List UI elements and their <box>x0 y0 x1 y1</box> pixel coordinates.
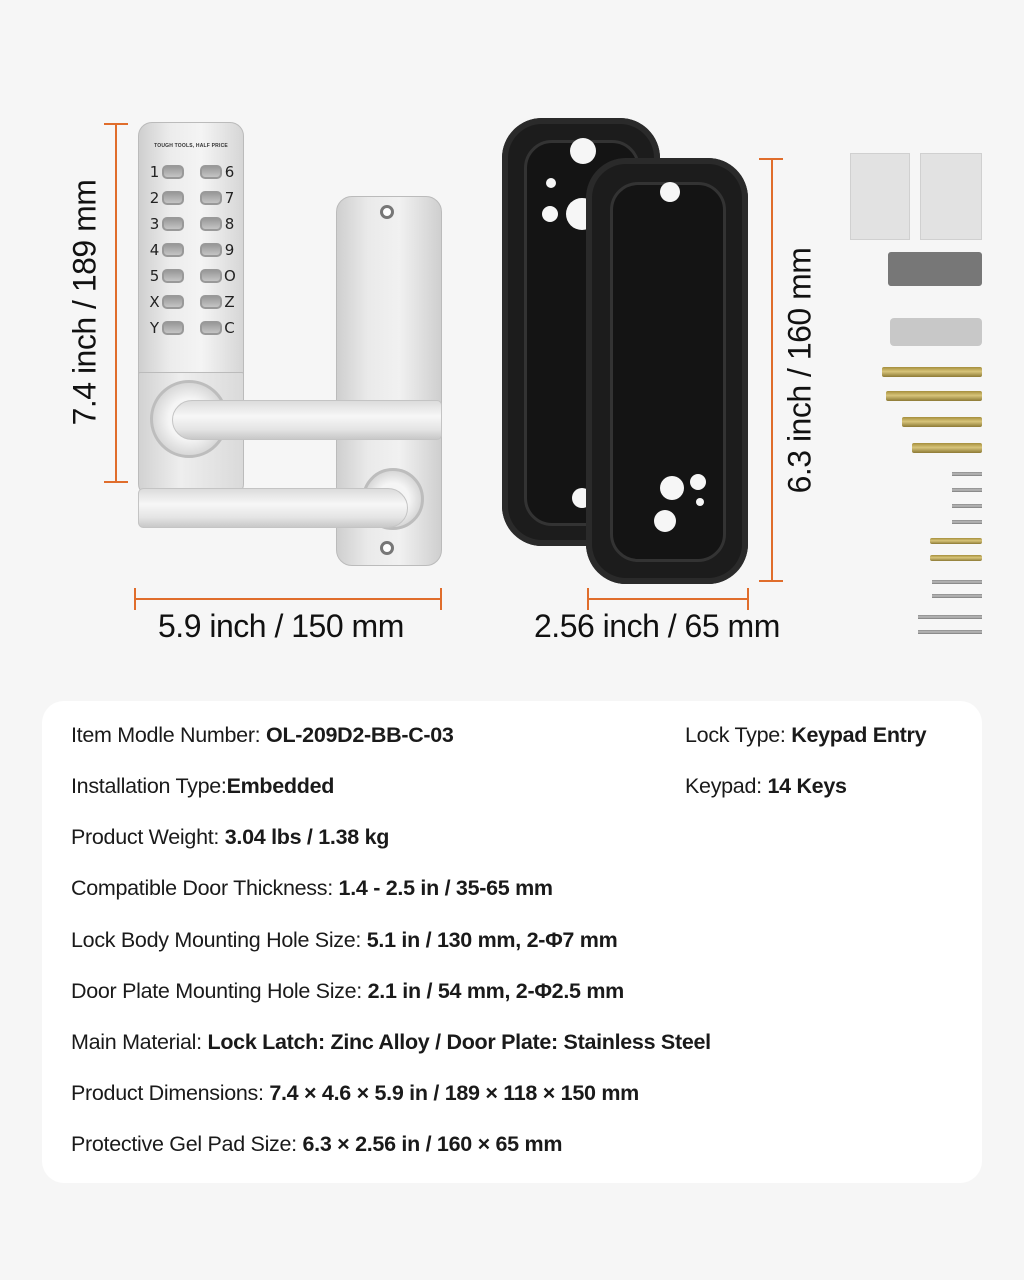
key-button-4[interactable] <box>162 243 184 257</box>
spec-product-dimensions: Product Dimensions: 7.4 × 4.6 × 5.9 in / 189 × 118 × 150 mm <box>71 1081 639 1105</box>
key-button-y[interactable] <box>162 321 184 335</box>
wood-screw <box>952 520 982 524</box>
key-label: Z <box>224 293 235 311</box>
lock-width-dimension-line <box>135 598 441 600</box>
key-row-2 <box>149 189 235 207</box>
strike-plate <box>888 252 982 286</box>
lock-height-cap-bottom <box>104 481 128 483</box>
spec-lock-body-hole: Lock Body Mounting Hole Size: 5.1 in / 130 mm, 2-Φ7 mm <box>71 928 618 952</box>
manual-diagram-sheet <box>850 153 910 240</box>
lock-width-label: 5.9 inch / 150 mm <box>158 608 404 644</box>
keypad-brand-text: TOUGH TOOLS, HALF PRICE <box>154 143 228 149</box>
lock-height-label: 7.4 inch / 189 mm <box>66 179 103 426</box>
key-label: 7 <box>224 189 235 207</box>
key-label: X <box>149 293 160 311</box>
machine-screw <box>932 580 982 584</box>
spec-model-number: Item Modle Number: OL-209D2-BB-C-03 <box>71 723 454 747</box>
spec-door-plate-hole: Door Plate Mounting Hole Size: 2.1 in / 54 mm, 2-Φ2.5 mm <box>71 979 624 1003</box>
pad-width-label: 2.56 inch / 65 mm <box>534 608 780 644</box>
key-label: Y <box>149 319 160 337</box>
machine-screw <box>918 615 982 619</box>
machine-screw <box>932 594 982 598</box>
key-button-x[interactable] <box>162 295 184 309</box>
key-button-9[interactable] <box>200 243 222 257</box>
key-button-3[interactable] <box>162 217 184 231</box>
key-label: 9 <box>224 241 235 259</box>
pad-height-cap-bottom <box>759 580 783 582</box>
front-lever-handle <box>172 400 442 440</box>
key-label: O <box>224 267 236 285</box>
spec-product-weight: Product Weight: 3.04 lbs / 1.38 kg <box>71 825 390 849</box>
key-row-1 <box>149 163 235 181</box>
key-label: 2 <box>149 189 160 207</box>
key-row-5 <box>149 267 235 285</box>
pad-height-label: 6.3 inch / 160 mm <box>781 247 818 494</box>
back-lever-handle <box>138 488 408 528</box>
spec-keypad: Keypad: 14 Keys <box>685 774 847 798</box>
spindle-2 <box>902 417 982 427</box>
top-screw-hole <box>380 205 394 219</box>
key-button-6[interactable] <box>200 165 222 179</box>
key-label: 8 <box>224 215 235 233</box>
manual-text-sheet <box>920 153 982 240</box>
spec-door-thickness: Compatible Door Thickness: 1.4 - 2.5 in / 35-65 mm <box>71 876 553 900</box>
spec-gel-pad-size: Protective Gel Pad Size: 6.3 × 2.56 in / 160 × 65 mm <box>71 1132 563 1156</box>
pad-height-dimension-line <box>771 159 773 581</box>
key-label: 3 <box>149 215 160 233</box>
latch-box <box>890 318 982 346</box>
key-button-5[interactable] <box>162 269 184 283</box>
pad-width-dimension-line <box>588 598 748 600</box>
key-label: 5 <box>149 267 160 285</box>
pad-width-cap-right <box>747 588 749 610</box>
lock-width-cap-right <box>440 588 442 610</box>
key-button-z[interactable] <box>200 295 222 309</box>
gel-pad-front <box>586 158 748 584</box>
key-row-6 <box>149 293 235 311</box>
pad-height-cap-top <box>759 158 783 160</box>
key-button-0[interactable] <box>200 269 222 283</box>
spindle-3 <box>912 443 982 453</box>
lock-height-dimension-line <box>115 124 117 482</box>
bottom-screw-hole <box>380 541 394 555</box>
key-label: 1 <box>149 163 160 181</box>
spec-main-material: Main Material: Lock Latch: Zinc Alloy / Door Plate: Stainless Steel <box>71 1030 711 1054</box>
pad-width-cap-left <box>587 588 589 610</box>
spec-lock-type: Lock Type: Keypad Entry <box>685 723 927 747</box>
key-row-4 <box>149 241 235 259</box>
lock-width-cap-left <box>134 588 136 610</box>
wood-screw <box>952 488 982 492</box>
key-label: 4 <box>149 241 160 259</box>
key-button-7[interactable] <box>200 191 222 205</box>
spindle-1 <box>886 391 982 401</box>
specifications-card <box>42 701 982 1183</box>
key-label: C <box>224 319 235 337</box>
key-row-7 <box>149 319 235 337</box>
spec-installation-type: Installation Type:Embedded <box>71 774 335 798</box>
key-row-3 <box>149 215 235 233</box>
key-button-2[interactable] <box>162 191 184 205</box>
standoff-post <box>930 555 982 561</box>
machine-screw <box>918 630 982 634</box>
standoff-post <box>930 538 982 544</box>
key-button-c[interactable] <box>200 321 222 335</box>
keypad-body <box>138 122 244 384</box>
wood-screw <box>952 504 982 508</box>
key-button-1[interactable] <box>162 165 184 179</box>
spindle-with-spring <box>882 367 982 377</box>
key-button-8[interactable] <box>200 217 222 231</box>
wood-screw <box>952 472 982 476</box>
lock-height-cap-top <box>104 123 128 125</box>
key-label: 6 <box>224 163 235 181</box>
